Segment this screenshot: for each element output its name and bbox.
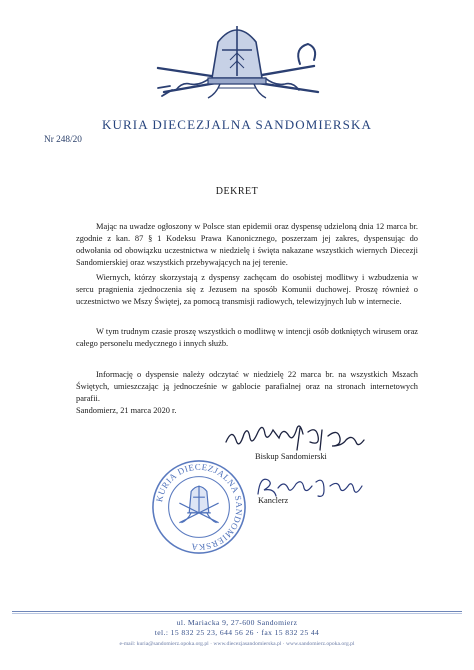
footer-phone: tel.: 15 832 25 23, 644 56 26 · fax 15 832 25 44 [154,628,320,637]
reference-number: Nr 248/20 [44,135,82,145]
chancellor-title: Kanclerz [258,496,289,505]
footer-contacts: e-mail: kuria@sandomierz.opoka.org.pl · www.diecezjasandomierska.pl · www.sandomierz.opoka.org.pl [119,641,355,647]
footer-divider [12,611,462,612]
place-date: Sandomierz, 21 marca 2020 r. [76,406,177,415]
episcopal-crest-logo [150,20,325,102]
footer-address: ul. Mariacka 9, 27-600 Sandomierz [176,618,298,627]
bishop-signature [222,422,382,452]
diocesan-seal-stamp [150,458,248,556]
footer-divider-secondary [12,613,462,614]
paragraph-1: Mając na uwadze ogłoszony w Polsce stan epidemii oraz dyspensę udzieloną dnia 12 marca br. zgodnie z kan. 87 § 1 Kodeksu Prawa Kanonicznego, poszerzam jej zakres, dyspensując do odwołania od obowiązku uczestnictwa w niedzielę i święta nakazane wszystkich wiernych Diecezji Sandomierskiej oraz wszystkich przebywających na jej terenie. [76,222,418,267]
svg-text:KURIA DIECEZJALNA SANDOMIERSKA: KURIA DIECEZJALNA SANDOMIERSKA [154,461,245,553]
paragraph-4: Informację o dyspensie należy odczytać w niedzielę 22 marca br. na wszystkich Mszach Świętych, umieszczając ją jednocześnie w gablocie parafialnej oraz na stronach internetowych parafii. [76,370,418,403]
document-title: DEKRET [215,186,259,197]
paragraph-3: W tym trudnym czasie proszę wszystkich o modlitwę w intencji osób dotkniętych wirusem oraz całego personelu medycznego i innych służb. [76,327,418,348]
paragraph-2: Wiernych, którzy skorzystają z dyspensy zachęcam do osobistej modlitwy i wzbudzenia w sercu pragnienia zjednoczenia się z Jezusem na sposób Komunii duchowej. Proszę również o uczestnictwo we Mszy Świętej, za pomocą transmisji radiowych, telewizyjnych lub w internecie. [76,273,418,306]
institution-name: KURIA DIECEZJALNA SANDOMIERSKA [102,117,372,132]
bishop-title: Biskup Sandomierski [255,452,327,461]
